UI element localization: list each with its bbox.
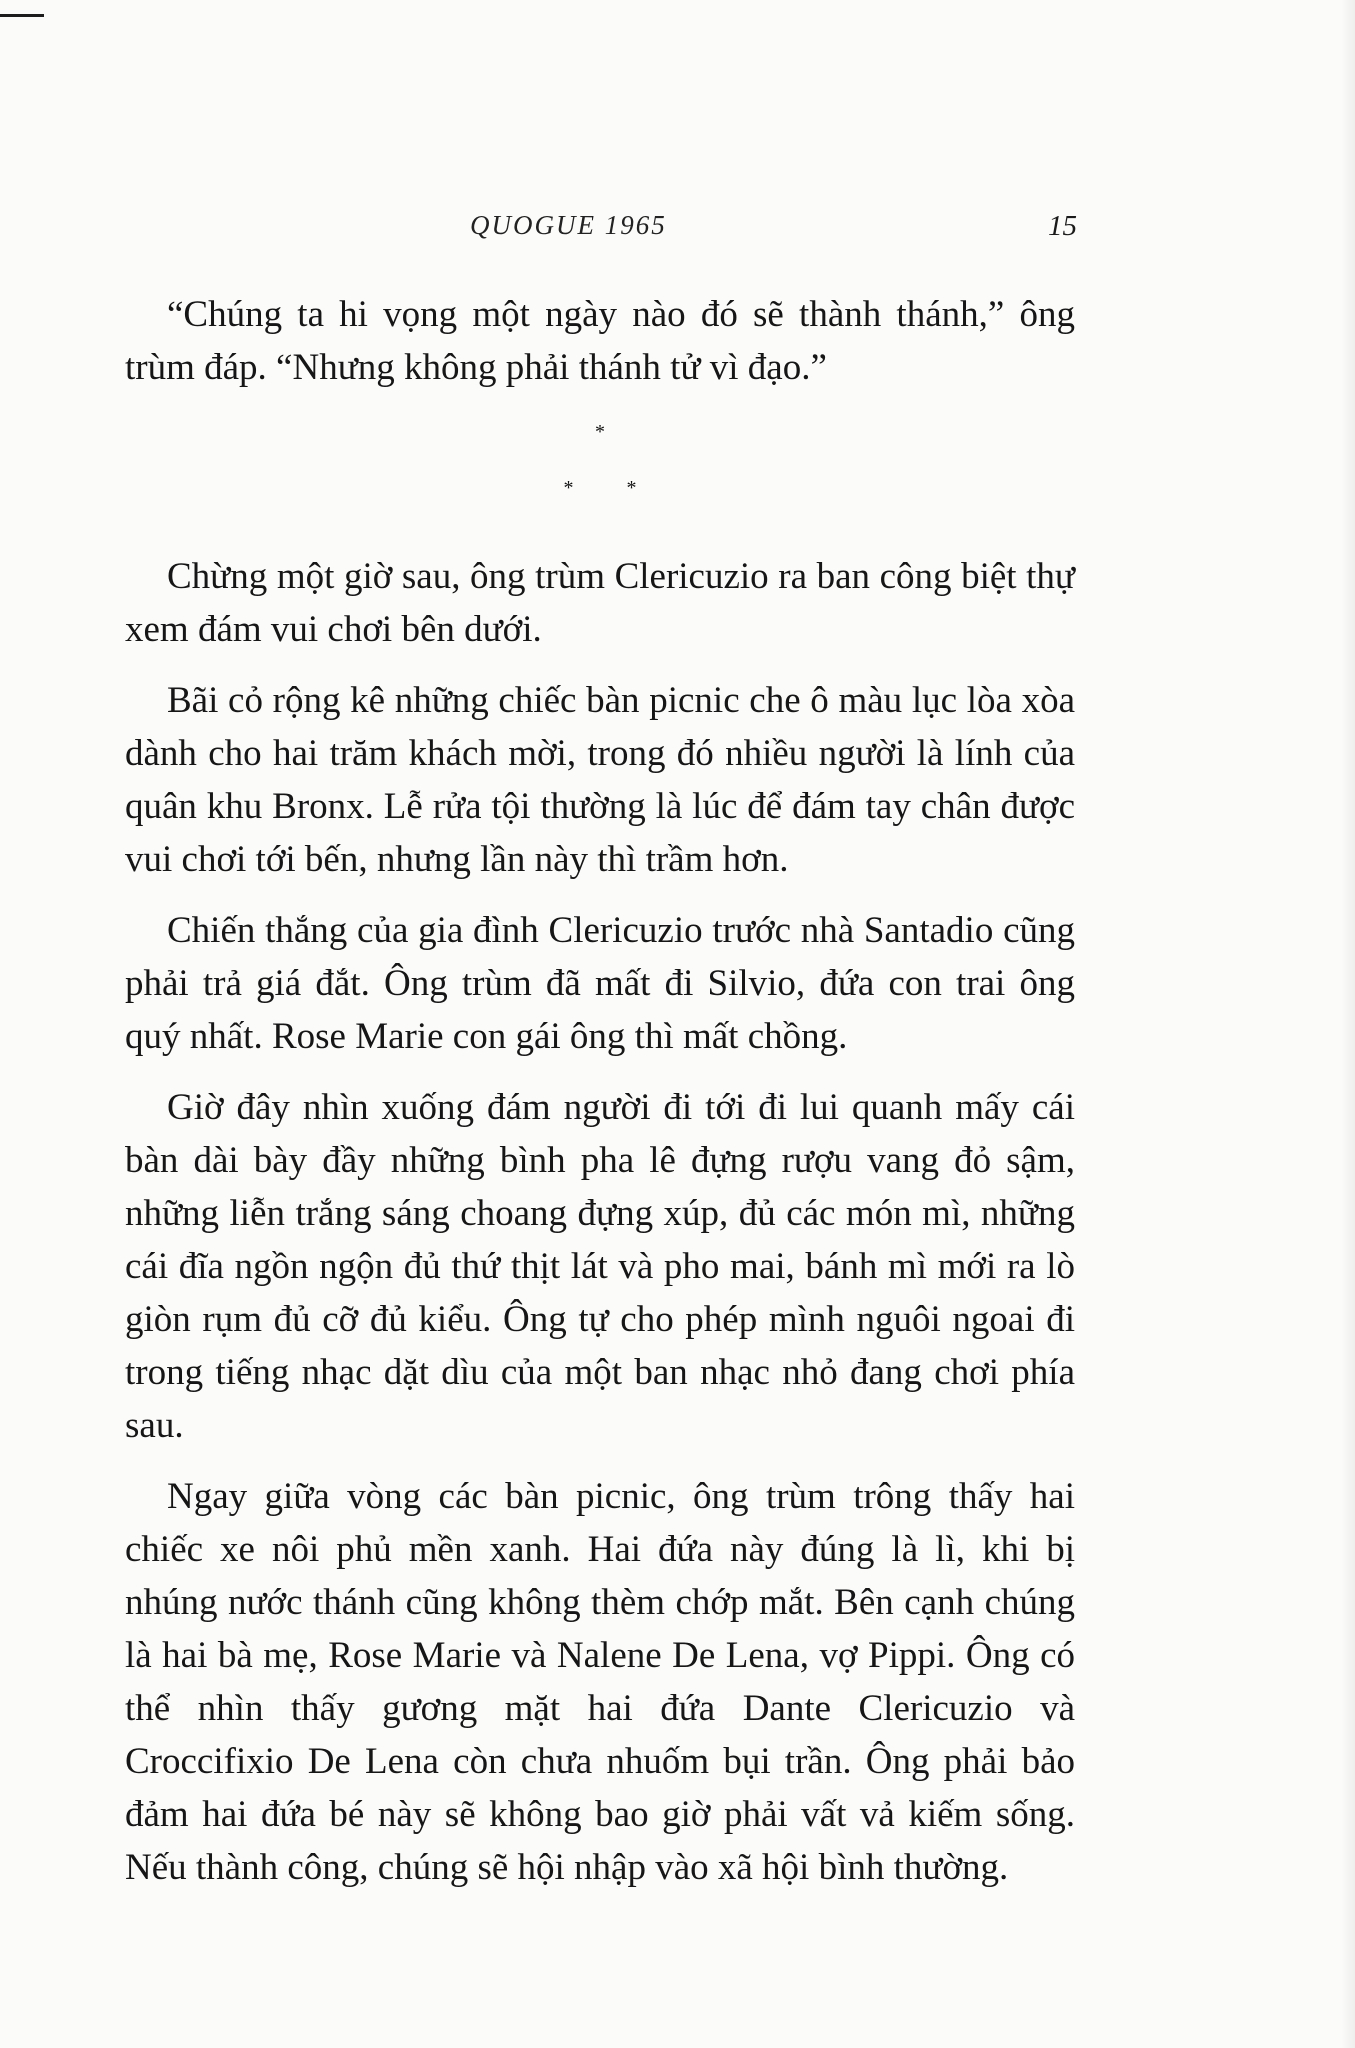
paragraph: Chiến thắng của gia đình Clericuzio trước nhà Santadio cũng phải trả giá đắt. Ông trùm đã mất đi Silvio, đứa con trai ông quý nhất. Rose Marie con gái ông thì mất chồng.: [125, 910, 1075, 1057]
paragraph-dialogue: “Chúng ta hi vọng một ngày nào đó sẽ thành thánh,” ông trùm đáp. “Nhưng không phải thánh tử vì đạo.”: [125, 294, 1075, 388]
paragraph: Ngay giữa vòng các bàn picnic, ông trùm trông thấy hai chiếc xe nôi phủ mền xanh. Hai đứa này đúng là lì, khi bị nhúng nước thánh cũng không thèm chớp mắt. Bên cạnh chúng là hai bà mẹ, Rose Marie và Nalene De Lena, vợ Pippi. Ông có thể nhìn thấy gương mặt hai đứa Dante Clericuzio và Croccifixio De Lena còn chưa nhuốm bụi trần. Ông phải bảo đảm hai đứa bé này sẽ không bao giờ phải vất vả kiếm sống. Nếu thành công, chúng sẽ hội nhập vào xã hội bình thường.: [125, 1476, 1075, 1888]
running-header: [0, 210, 1355, 250]
paragraph: Giờ đây nhìn xuống đám người đi tới đi lui quanh mấy cái bàn dài bày đầy những bình pha lê đựng rượu vang đỏ sậm, những liễn trắng sáng choang đựng xúp, đủ các món mì, những cái đĩa ngồn ngộn đủ thứ thịt lát và pho mai, bánh mì mới ra lò giòn rụm đủ cỡ đủ kiểu. Ông tự cho phép mình nguôi ngoai đi trong tiếng nhạc dặt dìu của một ban nhạc nhỏ đang chơi phía sau.: [125, 1087, 1075, 1446]
section-break-ornament-top: *: [595, 421, 605, 443]
scan-edge-mark: [0, 14, 44, 17]
paragraph: Chừng một giờ sau, ông trùm Clericuzio ra ban công biệt thự xem đám vui chơi bên dưới.: [125, 556, 1075, 650]
paragraph: Bãi cỏ rộng kê những chiếc bàn picnic che ô màu lục lòa xòa dành cho hai trăm khách mời, trong đó nhiều người là lính của quân khu Bronx. Lễ rửa tội thường là lúc để đám tay chân được vui chơi tới bến, nhưng lần này thì trầm hơn.: [125, 680, 1075, 880]
running-title: QUOGUE 1965: [470, 210, 667, 240]
page-number: 15: [1048, 210, 1077, 242]
body-text: [125, 288, 1075, 1912]
section-break-ornament-bottom: * *: [563, 477, 637, 499]
page-edge-shadow: [1341, 0, 1355, 2048]
